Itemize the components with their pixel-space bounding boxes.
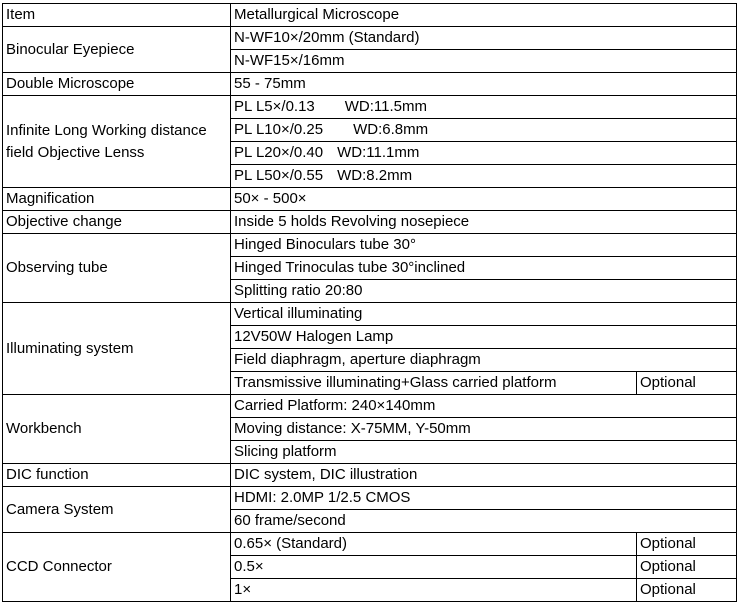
table-row <box>3 533 737 556</box>
lens-name: PL L50×/0.55 <box>234 167 324 184</box>
label-cell: Observing tube <box>3 234 231 303</box>
value-cell: Hinged Trinoculas tube 30°inclined <box>231 257 737 280</box>
label-cell: Item <box>3 4 231 27</box>
value-cell <box>231 142 737 165</box>
label-cell: Magnification <box>3 188 231 211</box>
label-cell: DIC function <box>3 464 231 487</box>
value-cell: N-WF10×/20mm (Standard) <box>231 27 737 50</box>
value-cell: 0.5× <box>231 556 637 579</box>
lens-wd: WD:11.5mm <box>344 98 427 115</box>
label-cell: CCD Connector <box>3 533 231 602</box>
table-row <box>3 96 737 119</box>
label-cell: Illuminating system <box>3 303 231 395</box>
optional-cell: Optional <box>637 533 737 556</box>
table-row <box>3 188 737 211</box>
value-cell: 0.65× (Standard) <box>231 533 637 556</box>
label-cell: Infinite Long Working distance field Objective Lenss <box>3 96 231 188</box>
value-cell: Splitting ratio 20:80 <box>231 280 737 303</box>
lens-name: PL L5×/0.13 <box>234 98 315 115</box>
spec-table <box>2 3 737 602</box>
value-cell: Moving distance: X-75MM, Y-50mm <box>231 418 737 441</box>
table-row <box>3 464 737 487</box>
table-row <box>3 487 737 510</box>
label-cell: Binocular Eyepiece <box>3 27 231 73</box>
value-cell: 50× - 500× <box>231 188 737 211</box>
value-cell: Vertical illuminating <box>231 303 737 326</box>
optional-cell: Optional <box>637 372 737 395</box>
table-row <box>3 234 737 257</box>
label-cell: Workbench <box>3 395 231 464</box>
value-cell: N-WF15×/16mm <box>231 50 737 73</box>
value-cell <box>231 96 737 119</box>
value-cell: Slicing platform <box>231 441 737 464</box>
table-row <box>3 303 737 326</box>
value-cell <box>231 165 737 188</box>
table-row <box>3 211 737 234</box>
lens-wd: WD:11.1mm <box>337 144 420 161</box>
value-cell <box>231 119 737 142</box>
value-cell: Field diaphragm, aperture diaphragm <box>231 349 737 372</box>
value-cell: 55 - 75mm <box>231 73 737 96</box>
optional-cell: Optional <box>637 579 737 602</box>
label-cell: Double Microscope <box>3 73 231 96</box>
table-row <box>3 73 737 96</box>
optional-cell: Optional <box>637 556 737 579</box>
value-cell: Carried Platform: 240×140mm <box>231 395 737 418</box>
value-cell: Transmissive illuminating+Glass carried platform <box>231 372 637 395</box>
lens-name: PL L10×/0.25 <box>234 121 324 138</box>
lens-name: PL L20×/0.40 <box>234 144 324 161</box>
table-row <box>3 27 737 50</box>
value-cell: Hinged Binoculars tube 30° <box>231 234 737 257</box>
lens-wd: WD:6.8mm <box>353 121 429 138</box>
lens-wd: WD:8.2mm <box>337 167 413 184</box>
value-cell: 1× <box>231 579 637 602</box>
value-cell: 12V50W Halogen Lamp <box>231 326 737 349</box>
value-cell: 60 frame/second <box>231 510 737 533</box>
value-cell: Inside 5 holds Revolving nosepiece <box>231 211 737 234</box>
label-cell: Camera System <box>3 487 231 533</box>
table-row <box>3 395 737 418</box>
value-cell: DIC system, DIC illustration <box>231 464 737 487</box>
value-cell: Metallurgical Microscope <box>231 4 737 27</box>
table-row <box>3 4 737 27</box>
label-cell: Objective change <box>3 211 231 234</box>
value-cell: HDMI: 2.0MP 1/2.5 CMOS <box>231 487 737 510</box>
